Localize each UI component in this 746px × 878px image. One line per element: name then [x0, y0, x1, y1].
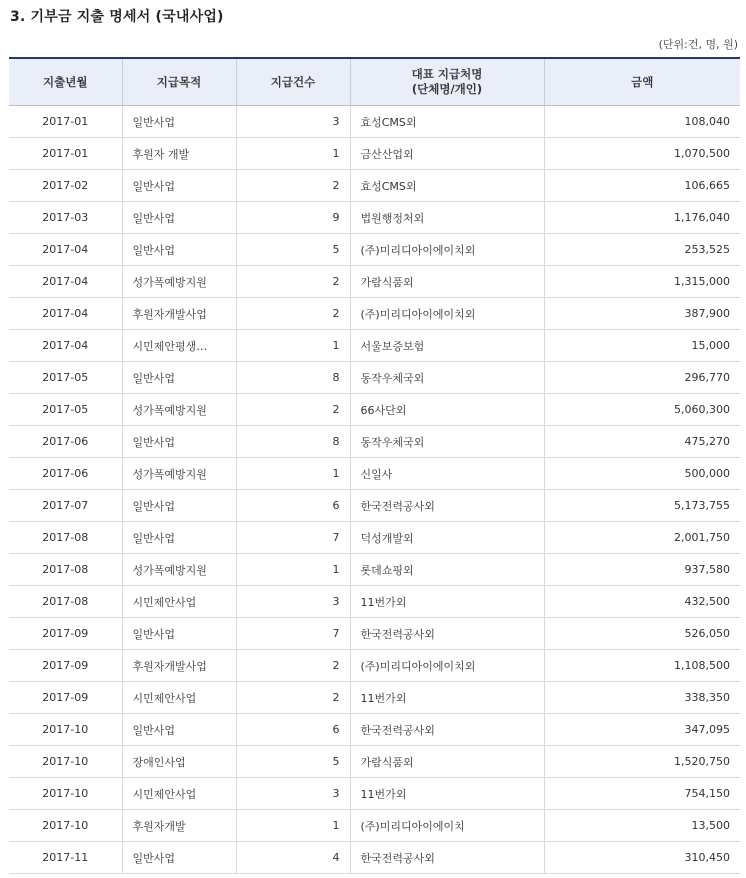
table-row [9, 586, 740, 618]
cell-count: 2 [236, 298, 350, 330]
table-row [9, 170, 740, 202]
cell-month: 2017-05 [9, 362, 122, 394]
cell-payee: 한국전력공사외 [350, 842, 544, 874]
cell-purpose: 후원자개발사업 [122, 298, 236, 330]
cell-amount: 937,580 [544, 554, 740, 586]
cell-amount: 13,500 [544, 810, 740, 842]
cell-count: 1 [236, 330, 350, 362]
header-amount: 금액 [544, 58, 740, 106]
table-row [9, 298, 740, 330]
cell-payee: 한국전력공사외 [350, 714, 544, 746]
cell-month: 2017-09 [9, 618, 122, 650]
cell-count: 2 [236, 394, 350, 426]
table-row [9, 810, 740, 842]
cell-month: 2017-10 [9, 746, 122, 778]
cell-count: 1 [236, 458, 350, 490]
cell-payee: 한국전력공사외 [350, 490, 544, 522]
cell-purpose: 시민제안사업 [122, 586, 236, 618]
cell-month: 2017-09 [9, 650, 122, 682]
table-row [9, 682, 740, 714]
cell-month: 2017-09 [9, 682, 122, 714]
cell-purpose: 시민제안평생… [122, 330, 236, 362]
table-row [9, 746, 740, 778]
cell-count: 1 [236, 810, 350, 842]
table-row [9, 554, 740, 586]
cell-amount: 1,520,750 [544, 746, 740, 778]
cell-purpose: 일반사업 [122, 106, 236, 138]
cell-amount: 15,000 [544, 330, 740, 362]
cell-payee: (주)미리디아이에이치외 [350, 650, 544, 682]
cell-payee: 가람식품외 [350, 266, 544, 298]
cell-count: 5 [236, 234, 350, 266]
cell-payee: 한국전력공사외 [350, 618, 544, 650]
cell-purpose: 일반사업 [122, 202, 236, 234]
cell-month: 2017-04 [9, 234, 122, 266]
cell-count: 3 [236, 586, 350, 618]
header-count: 지급건수 [236, 58, 350, 106]
table-row [9, 106, 740, 138]
cell-amount: 5,173,755 [544, 490, 740, 522]
cell-amount: 1,070,500 [544, 138, 740, 170]
header-payee-line2: (단체명/개인) [411, 82, 483, 96]
table-row [9, 394, 740, 426]
cell-payee: (주)미리디아이에이치외 [350, 234, 544, 266]
cell-amount: 106,665 [544, 170, 740, 202]
cell-count: 8 [236, 362, 350, 394]
cell-month: 2017-08 [9, 554, 122, 586]
cell-amount: 526,050 [544, 618, 740, 650]
table-row [9, 202, 740, 234]
cell-amount: 475,270 [544, 426, 740, 458]
cell-purpose: 일반사업 [122, 522, 236, 554]
cell-amount: 387,900 [544, 298, 740, 330]
cell-amount: 432,500 [544, 586, 740, 618]
cell-payee: 11번가외 [350, 586, 544, 618]
cell-purpose: 일반사업 [122, 490, 236, 522]
cell-amount: 754,150 [544, 778, 740, 810]
cell-count: 5 [236, 746, 350, 778]
cell-payee: 효성CMS외 [350, 170, 544, 202]
cell-payee: 덕성개발외 [350, 522, 544, 554]
page-title: 3. 기부금 지출 명세서 (국내사업) [10, 9, 224, 25]
cell-purpose: 장애인사업 [122, 746, 236, 778]
cell-payee: 효성CMS외 [350, 106, 544, 138]
cell-payee: 동작우체국외 [350, 426, 544, 458]
header-row [9, 58, 740, 106]
cell-amount: 310,450 [544, 842, 740, 874]
table-row [9, 266, 740, 298]
header-purpose: 지급목적 [122, 58, 236, 106]
cell-payee: 가람식품외 [350, 746, 544, 778]
table-row [9, 714, 740, 746]
cell-payee: 동작우체국외 [350, 362, 544, 394]
cell-amount: 5,060,300 [544, 394, 740, 426]
cell-month: 2017-04 [9, 298, 122, 330]
table-row [9, 522, 740, 554]
cell-month: 2017-02 [9, 170, 122, 202]
cell-amount: 296,770 [544, 362, 740, 394]
cell-payee: 11번가외 [350, 682, 544, 714]
cell-month: 2017-10 [9, 714, 122, 746]
cell-count: 1 [236, 138, 350, 170]
cell-count: 6 [236, 490, 350, 522]
cell-count: 2 [236, 266, 350, 298]
cell-amount: 347,095 [544, 714, 740, 746]
cell-count: 8 [236, 426, 350, 458]
cell-count: 1 [236, 554, 350, 586]
cell-amount: 108,040 [544, 106, 740, 138]
cell-purpose: 후원자 개발 [122, 138, 236, 170]
table-row [9, 490, 740, 522]
table-row [9, 458, 740, 490]
cell-month: 2017-08 [9, 586, 122, 618]
cell-count: 2 [236, 170, 350, 202]
cell-count: 6 [236, 714, 350, 746]
cell-amount: 2,001,750 [544, 522, 740, 554]
cell-purpose: 성가폭예방지원 [122, 394, 236, 426]
table-row [9, 650, 740, 682]
table-body [9, 106, 740, 874]
unit-note: (단위:건, 명, 원) [658, 38, 738, 51]
cell-purpose: 성가폭예방지원 [122, 266, 236, 298]
cell-month: 2017-04 [9, 266, 122, 298]
cell-purpose: 후원자개발 [122, 810, 236, 842]
header-payee [350, 58, 544, 106]
cell-purpose: 시민제안사업 [122, 778, 236, 810]
cell-payee: 법원행정처외 [350, 202, 544, 234]
table-row [9, 618, 740, 650]
table-row [9, 362, 740, 394]
cell-payee: 롯데쇼핑외 [350, 554, 544, 586]
cell-count: 2 [236, 650, 350, 682]
cell-purpose: 일반사업 [122, 714, 236, 746]
cell-payee: 금산산업외 [350, 138, 544, 170]
table-row [9, 842, 740, 874]
cell-month: 2017-01 [9, 138, 122, 170]
cell-count: 4 [236, 842, 350, 874]
cell-purpose: 일반사업 [122, 170, 236, 202]
cell-payee: 11번가외 [350, 778, 544, 810]
cell-purpose: 후원자개발사업 [122, 650, 236, 682]
cell-count: 3 [236, 778, 350, 810]
cell-purpose: 시민제안사업 [122, 682, 236, 714]
cell-month: 2017-04 [9, 330, 122, 362]
cell-month: 2017-10 [9, 810, 122, 842]
table-header [9, 58, 740, 106]
cell-amount: 500,000 [544, 458, 740, 490]
table-row [9, 138, 740, 170]
cell-month: 2017-11 [9, 842, 122, 874]
cell-month: 2017-08 [9, 522, 122, 554]
cell-month: 2017-05 [9, 394, 122, 426]
cell-purpose: 일반사업 [122, 234, 236, 266]
cell-month: 2017-06 [9, 458, 122, 490]
cell-amount: 1,315,000 [544, 266, 740, 298]
cell-amount: 1,108,500 [544, 650, 740, 682]
cell-payee: (주)미리디아이에이치 [350, 810, 544, 842]
cell-purpose: 일반사업 [122, 362, 236, 394]
table-row [9, 234, 740, 266]
cell-count: 7 [236, 618, 350, 650]
cell-payee: 신일사 [350, 458, 544, 490]
cell-count: 2 [236, 682, 350, 714]
cell-count: 9 [236, 202, 350, 234]
cell-month: 2017-06 [9, 426, 122, 458]
cell-purpose: 일반사업 [122, 618, 236, 650]
cell-purpose: 성가폭예방지원 [122, 458, 236, 490]
cell-payee: 66사단외 [350, 394, 544, 426]
cell-amount: 253,525 [544, 234, 740, 266]
cell-amount: 1,176,040 [544, 202, 740, 234]
header-month: 지출년월 [9, 58, 122, 106]
table-row [9, 426, 740, 458]
header-payee-line1: 대표 지급처명 [411, 67, 483, 81]
cell-payee: (주)미리디아이에이치외 [350, 298, 544, 330]
cell-month: 2017-07 [9, 490, 122, 522]
cell-amount: 338,350 [544, 682, 740, 714]
cell-month: 2017-10 [9, 778, 122, 810]
donation-expense-table [9, 57, 740, 874]
cell-count: 7 [236, 522, 350, 554]
cell-purpose: 성가폭예방지원 [122, 554, 236, 586]
cell-purpose: 일반사업 [122, 426, 236, 458]
cell-month: 2017-01 [9, 106, 122, 138]
cell-payee: 서울보증보험 [350, 330, 544, 362]
table-row [9, 778, 740, 810]
cell-count: 3 [236, 106, 350, 138]
cell-purpose: 일반사업 [122, 842, 236, 874]
table-row [9, 330, 740, 362]
cell-month: 2017-03 [9, 202, 122, 234]
